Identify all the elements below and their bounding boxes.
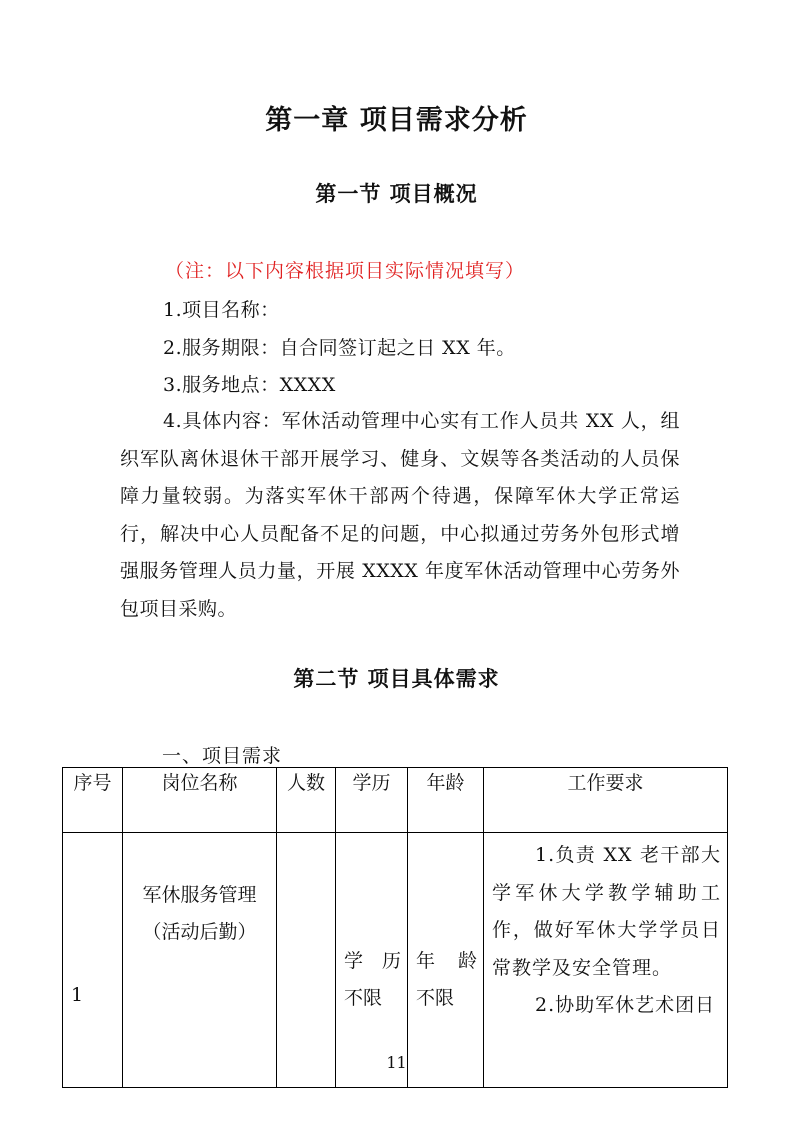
requirements-subheading: 一、项目需求 [162,745,283,767]
content-paragraph: 4.具体内容：军休活动管理中心实有工作人员共 XX 人，组织军队离休退休干部开展学习、健身、文娱等各类活动的人员保障力量较弱。为落实军休干部两个待遇，保障军休大学正常运行，解决中心人员配备不足的问题，中心拟通过劳务外包形式增强服务管理人员力量，开展 XXXX 年度军休活动管理中心劳务外包项目采购。 [120,410,680,620]
section-title-overview: 第一节 项目概况 [315,182,478,206]
requirement-2: 2.协助军休艺术团日 [535,994,716,1016]
fill-in-note: （注：以下内容根据项目实际情况填写） [165,260,526,282]
header-requirements: 工作要求 [484,768,728,833]
cell-age: 年 龄 不限 [408,833,484,1088]
cell-position: 军休服务管理（活动后勤） [123,833,277,1088]
service-period-item: 2.服务期限：自合同签订起之日 XX 年。 [163,337,516,359]
cell-education: 学 历 不限 [336,833,408,1088]
table-header-row [63,768,728,833]
cell-seq: 1 [63,833,123,1088]
section-title-requirements: 第二节 项目具体需求 [293,667,500,691]
header-count: 人数 [277,768,336,833]
page-number: 11 [386,1053,407,1072]
table-row [63,833,728,1088]
cell-count [277,833,336,1088]
header-seq: 序号 [63,768,123,833]
header-age: 年龄 [408,768,484,833]
header-position: 岗位名称 [123,768,277,833]
service-location-item: 3.服务地点：XXXX [163,374,336,396]
requirement-1: 1.负责 XX 老干部大学军休大学教学辅助工作，做好军休大学学员日常教学及安全管理。 [492,844,721,979]
header-education: 学历 [336,768,408,833]
requirements-table [62,767,728,1088]
project-name-item: 1.项目名称： [163,299,280,321]
cell-requirements [484,833,728,1088]
chapter-title: 第一章 项目需求分析 [265,105,528,136]
